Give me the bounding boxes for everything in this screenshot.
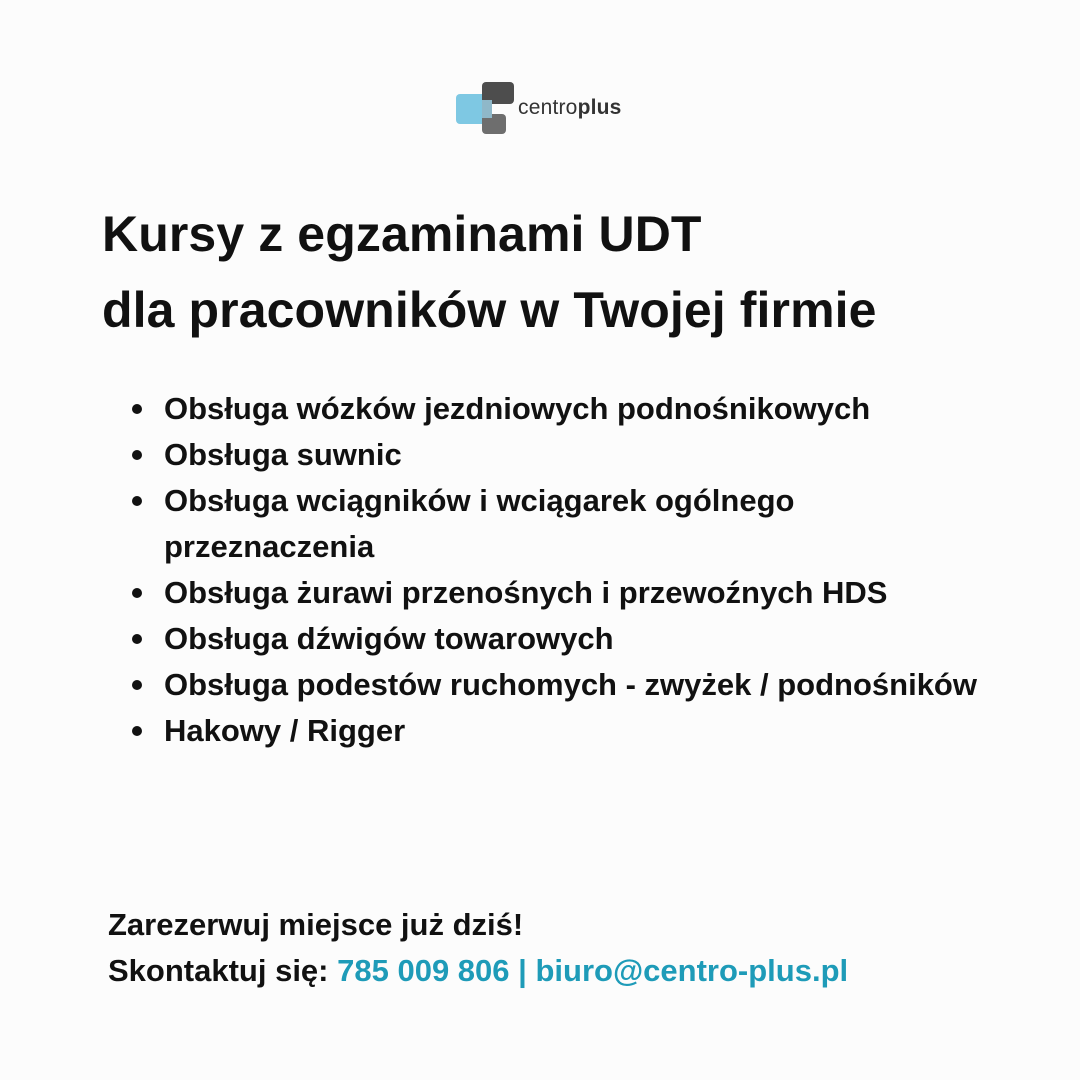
call-to-action [108,902,848,994]
course-label: Obsługa żurawi przenośnych i przewoźnych HDS [164,575,888,610]
phone-link[interactable]: 785 009 806 [337,953,510,988]
bullet-icon [132,634,142,644]
course-list-item [128,616,1008,662]
course-list [128,386,1008,754]
reserve-text: Zarezerwuj miejsce już dziś! [108,907,524,942]
contact-label: Skontaktuj się: [108,953,329,988]
logo-wordmark [518,96,622,120]
headline-line-1: Kursy z egzaminami UDT [102,206,702,262]
course-label: Hakowy / Rigger [164,713,406,748]
headline-line-2: dla pracowników w Twojej firmie [102,282,877,338]
course-label: Obsługa wózków jezdniowych podnośnikowych [164,391,871,426]
course-list-item [128,432,1008,478]
bullet-icon [132,588,142,598]
course-list-item [128,478,1008,570]
centroplus-logo [456,80,622,136]
contact-separator: | [518,953,527,988]
email-link[interactable]: biuro@centro-plus.pl [535,953,849,988]
course-list-item [128,662,1008,708]
bullet-icon [132,680,142,690]
logo-wordmark-regular: centro [518,96,578,119]
bullet-icon [132,726,142,736]
bullet-icon [132,404,142,414]
bullet-icon [132,496,142,506]
course-label: Obsługa wciągników i wciągarek ogólnego przeznaczenia [164,483,795,564]
course-label: Obsługa suwnic [164,437,402,472]
course-list-item [128,570,1008,616]
course-list-item [128,708,1008,754]
bullet-icon [132,450,142,460]
course-label: Obsługa dźwigów towarowych [164,621,614,656]
contact-line [108,948,848,994]
logo-wordmark-bold: plus [577,96,622,119]
centroplus-logo-icon [456,80,518,136]
headline [102,196,877,348]
course-list-item [128,386,1008,432]
course-label: Obsługa podestów ruchomych - zwyżek / podnośników [164,667,977,702]
